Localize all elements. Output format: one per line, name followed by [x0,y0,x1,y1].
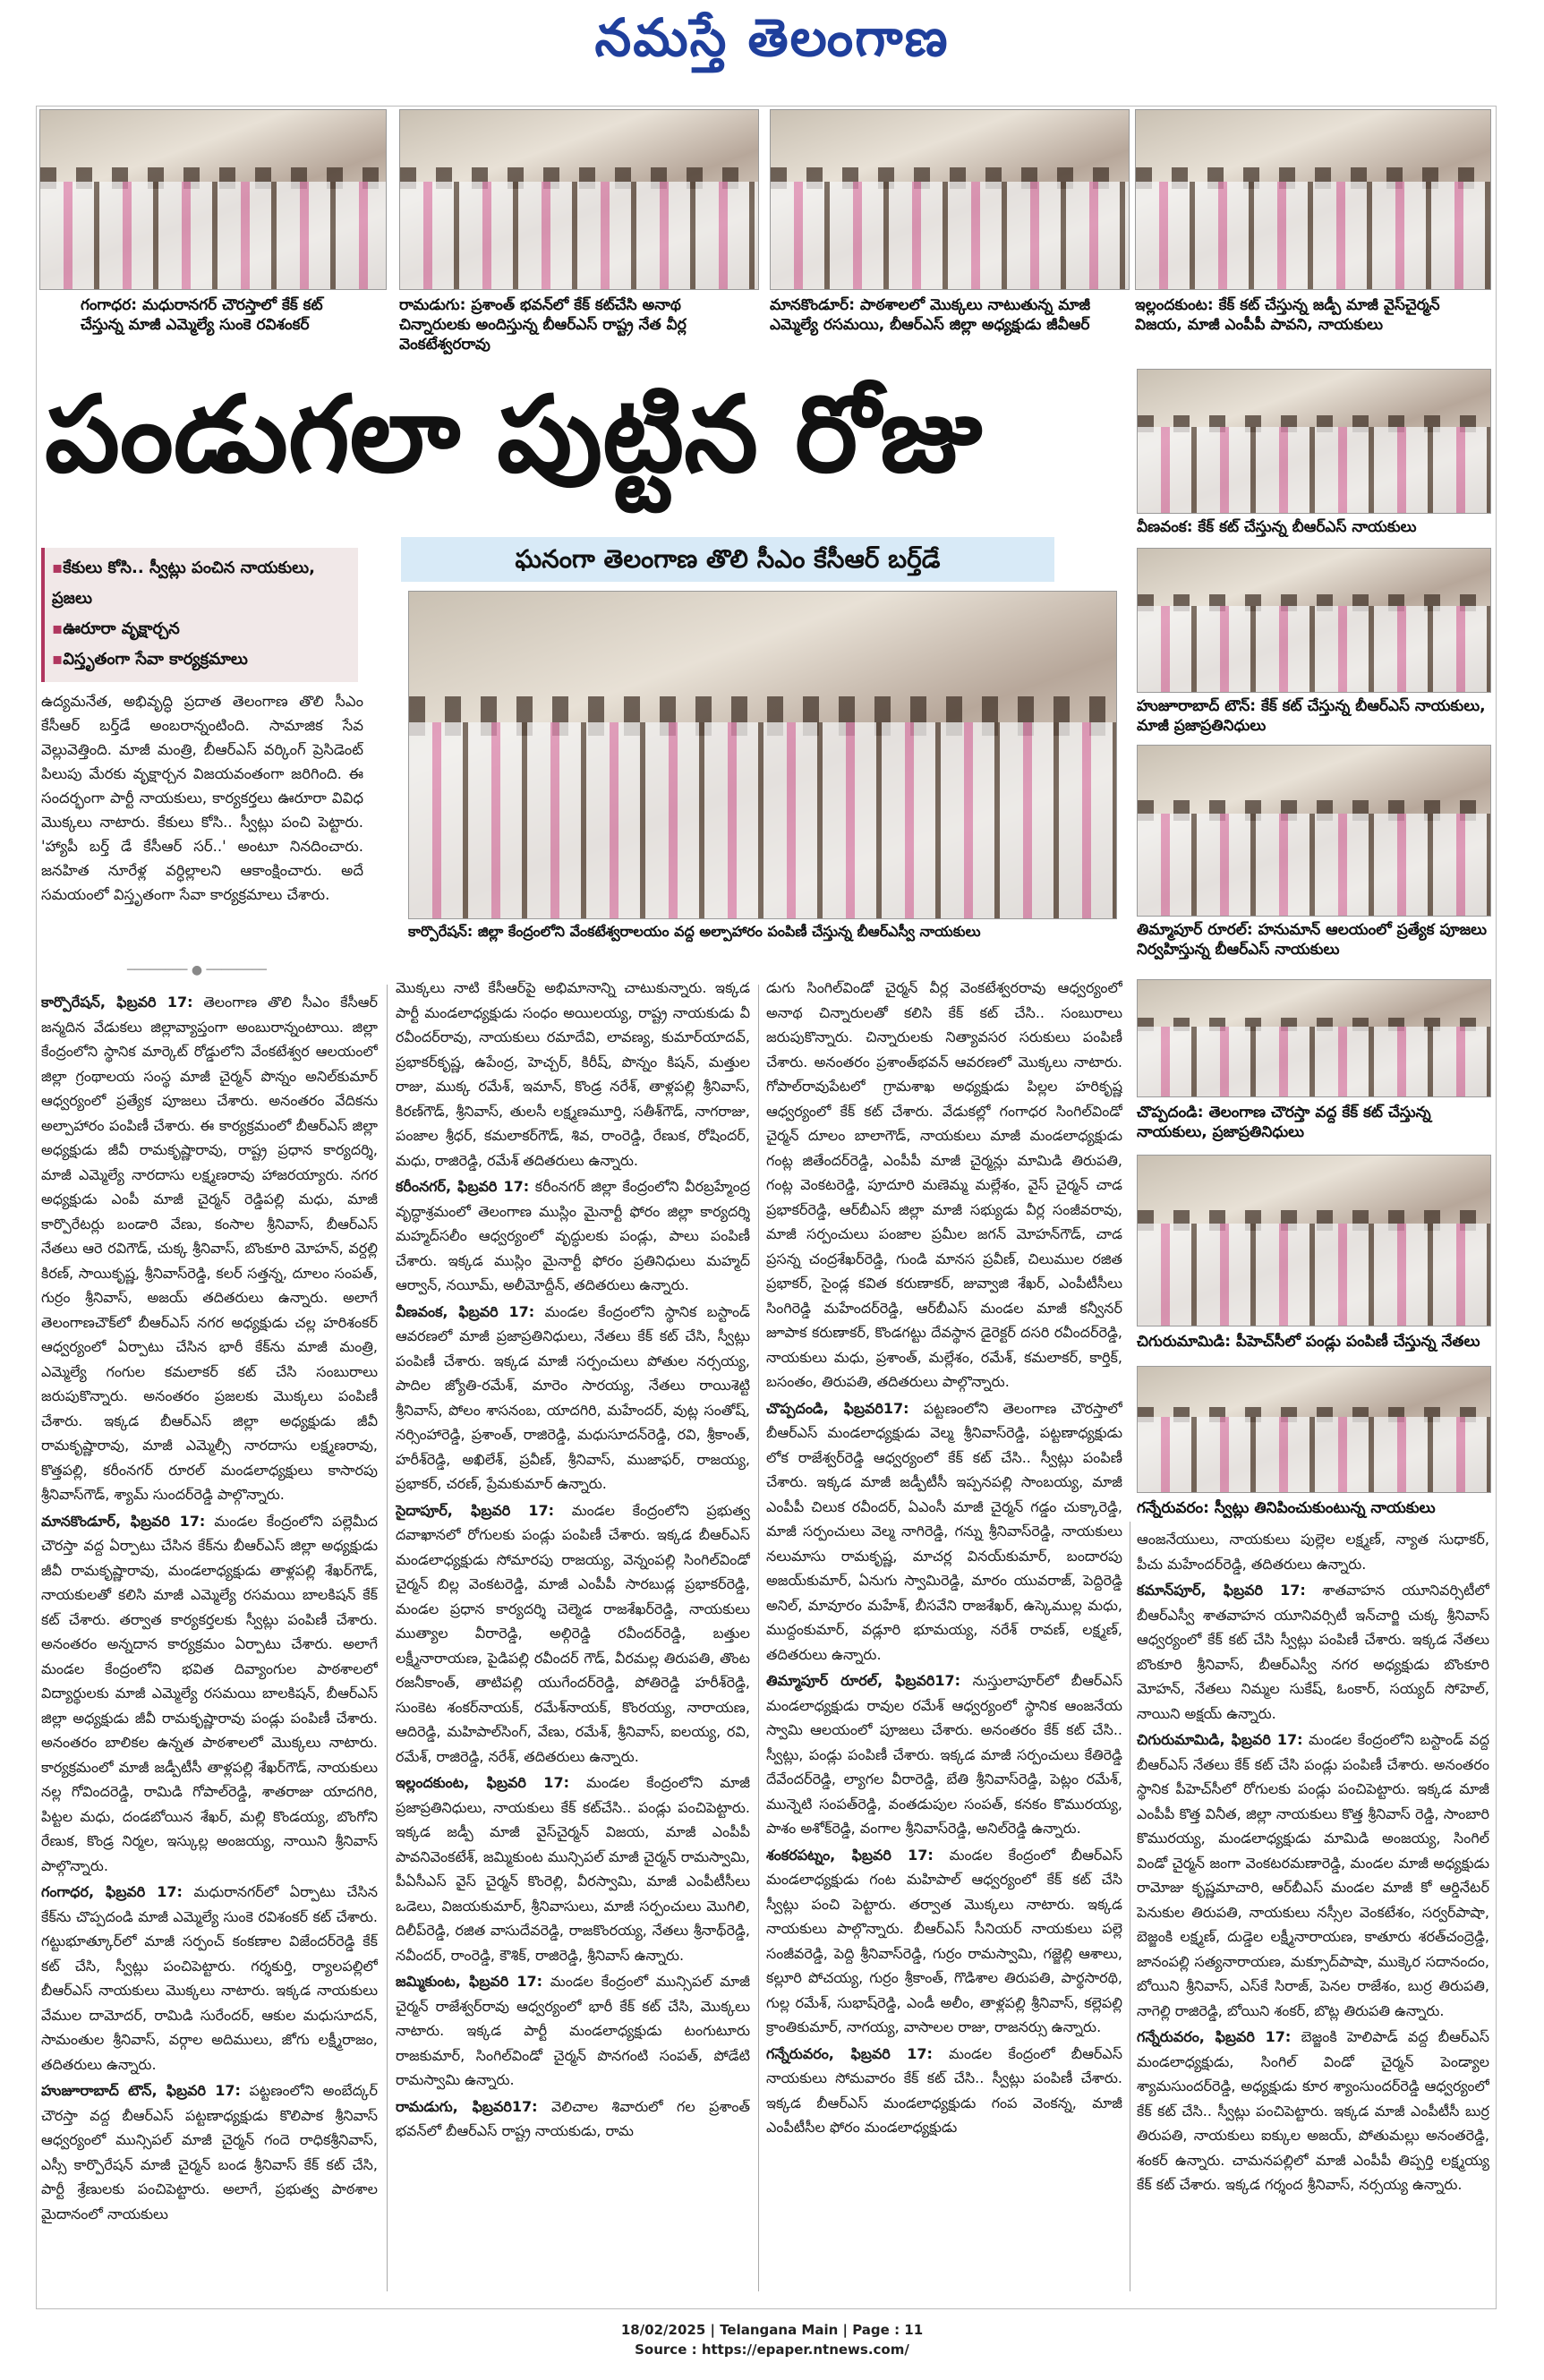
article-paragraph: గంగాధర, ఫిబ్రవరి 17: మధురానగర్‌లో ఏర్పాటు చేసిన కేక్‌ను చొప్పదండి మాజీ ఎమ్మెల్యే సుంకె రవిశంకర్ కట్ చేశారు. గట్టుభూత్కూర్‌లో మాజీ సర్పంచ్ కంకణాల విజేందర్‌రెడ్డి కేక్ కట్ చేసి, స్వీట్లు పంచిపెట్టారు. గర్శకుర్తి, ర్యాలపల్లిలో బీఆర్‌ఎస్ నాయకులు మొక్కలు నాటారు. ఇక్కడ నాయకులు వేముల దామోదర్, రామిడి సురేందర్, ఆకుల మధుసూదన్, సామంతుల శ్రీనివాస్, వర్గాల అదిములు, జోగు లక్ష్మీరాజం, తదితరులు ఉన్నారు. [41,1883,378,2073]
article-paragraph: చిగురుమామిడి, ఫిబ్రవరి 17: మండల కేంద్రంలోని బస్టాండ్ వద్ద బీఆర్‌ఎస్ నేతలు కేక్ కట్ చేసి పండ్లు పంపిణీ చేశారు. అనంతరం స్థానిక పీహెచ్‌సీలో రోగులకు పండ్లు పంచిపెట్టారు. ఇక్కడ మాజీ ఎంపీపీ కొత్త వినీత, జిల్లా నాయకులు కొత్త శ్రీనివాస్ రెడ్డి, సాంబారి కొమురయ్య, మండలాధ్యక్షుడు మామిడి అంజయ్య, సింగిల్ విండో చైర్మన్ జంగా వెంకటరమణారెడ్డి, మండల మాజీ అధ్యక్షుడు రామోజు కృష్ణమాచారి, ఆర్‌బీఎస్ మండల మాజీ కో ఆర్డినేటర్ పెనుకుల తిరుపతి, నాయకులు నస్సీల వెంకటేశం, సర్వర్‌పాషా, బెజ్జంకి లక్ష్మణ్, దుడ్డెల లక్ష్మీనారాయణ, కాతూరు శరత్‌చంద్రెడ్డి, జానంపల్లి సత్యనారాయణ, మక్సూద్‌పాషా, ముక్కెర సదానందం, బోయిని శ్రీనివాస్, ఎస్‌కే సిరాజ్, పెనల రాజేశం, బుర్ర తిరుపతి, నాగెల్లి రాజిరెడ్డి, బోయిని శంకర్, బొట్ల తిరుపతి ఉన్నారు. [1137,1731,1489,2019]
side-photo-5 [1137,1155,1491,1326]
column-rule [387,985,388,2291]
top-photo-2-caption: రామడుగు: ప్రశాంత్ భవన్‌లో కేక్ కట్‌చేసి అనాథ చిన్నారులకు అందిస్తున్న బీఆర్‌ఎస్ రాష్ట్ర నేత వీర్ల వెంకటేశ్వరరావు [399,296,687,354]
article-paragraph: హుజూరాబాద్ టౌన్, ఫిబ్రవరి 17: పట్టణంలోని అంబేద్కర్ చౌరస్తా వద్ద బీఆర్‌ఎస్ పట్టణాధ్యక్షుడు కొలిపాక శ్రీనివాస్ ఆధ్వర్యంలో మున్సిపల్ మాజీ చైర్మన్ గందె రాధికశ్రీనివాస్, ఎస్సీ కార్పొరేషన్ మాజీ చైర్మన్ బండ శ్రీనివాస్ కేక్ కట్ చేసి, పార్టీ శ్రేణులకు పంచిపెట్టారు. అలాగే, ప్రభుత్వ పాఠశాల మైదానంలో నాయకులు [41,2082,378,2222]
highlights-box [41,548,358,682]
highlight-item: ▪ ఊరూరా వృక్షార్చన [52,614,351,644]
masthead [0,0,1544,98]
main-photo [408,591,1117,919]
top-photo-2 [399,109,759,290]
top-photo-3 [770,109,1130,290]
side-photo-6 [1137,1366,1491,1493]
top-photo-3-caption: మానకొండూర్: పాఠశాలలో మొక్కలు నాటుతున్న మాజీ ఎమ్మెల్యే రసమయి, బీఆర్‌ఎస్ జిల్లా అధ్యక్షుడు జీవీఆర్ [770,296,1091,334]
article-paragraph: ఇల్లందకుంట, ఫిబ్రవరి 17: మండల కేంద్రంలోని మాజీ ప్రజాప్రతినిధులు, నాయకులు కేక్ కట్‌చేసి.. పండ్లు పంచిపెట్టారు. ఇక్కడ జడ్పీ మాజీ వైస్‌చైర్మన్ విజయ, మాజీ ఎంపీపీ పావనివెంకటేశ్, జమ్మికుంట మున్సిపల్ మాజీ చైర్మన్ రామస్వామి, పీఏసీఎస్ వైస్ చైర్మన్ కొంరెల్లి, వీరస్వామి, మాజీ ఎంపీటీసీలు ఒడెలు, విజయకుమార్, శ్రీనివాసులు, మాజీ సర్పంచులు మొగిలి, దిలీప్‌రెడ్డి, రజిత వాసుదేవరెడ్డి, రాజకొంరయ్య, నేతలు శ్రీనాథ్‌రెడ్డి, నవీందర్, రాంరెడ్డి, కౌశిక్, రాజిరెడ్డి, శ్రీనివాస్ ఉన్నారు. [396,1774,750,1964]
article-paragraph: కరీంనగర్, ఫిబ్రవరి 17: కరీంనగర్ జిల్లా కేంద్రంలోని వీరబ్రహ్మేంద్ర వృద్ధాశ్రమంలో తెలంగాణ ముస్లిం మైనార్టీ ఫోరం జిల్లా కార్యదర్శి మహ్మద్‌సలీం ఆధ్వర్యంలో వృద్ధులకు పండ్లు, పాలు పంపిణీ చేశారు. ఇక్కడ ముస్లిం మైనార్టీ ఫోరం ప్రతినిధులు మహ్మద్ ఆర్వాన్, నయీమ్, అలీమోద్దీన్, తదితరులు ఉన్నారు. [396,1178,750,1293]
article-paragraph: గన్నేరువరం, ఫిబ్రవరి 17: మండల కేంద్రంలో బీఆర్‌ఎస్ నాయకులు సోమవారం కేక్ కట్ చేసి.. స్వీట్లు పంపిణీ చేశారు. ఇక్కడ బీఆర్‌ఎస్ మండలాధ్యక్షుడు గంప వెంకన్న, మాజీ ఎంపీటీసీల ఫోరం మండలాధ్యక్షుడు [766,2044,1122,2136]
article-paragraph: కమాన్‌పూర్, ఫిబ్రవరి 17: శాతవాహన యూనివర్సిటీలో బీఆర్‌ఎస్వీ శాతవాహన యూనివర్సిటీ ఇన్‌చార్జి చుక్క శ్రీనివాస్ ఆధ్వర్యంలో కేక్ కట్ చేసి స్వీట్లు పంపిణీ చేశారు. ఇక్కడ నేతలు బొంకూరి శ్రీనివాస్, బీఆర్‌ఎస్వీ నగర అధ్యక్షుడు బొంకూరి మోహన్, నేతలు నిమ్మల సుకేష్, ఓంకార్, సయ్యద్ సోహెల్, నాయిని అక్షయ్ ఉన్నారు. [1137,1582,1489,1722]
top-photo-4 [1135,109,1491,290]
side-photo-4-caption: చొప్పదండి: తెలంగాణ చౌరస్తా వద్ద కేక్ కట్ చేస్తున్న నాయకులు, ప్రజాప్రతినిధులు [1137,1104,1431,1141]
side-photo-1-caption: వీణవంక: కేక్ కట్ చేస్తున్న బీఆర్‌ఎస్ నాయకులు [1137,518,1417,536]
side-photo-3 [1137,745,1491,917]
article-paragraph: శంకరపట్నం, ఫిబ్రవరి 17: మండల కేంద్రంలో బీఆర్‌ఎస్ మండలాధ్యక్షుడు గంట మహిపాల్ ఆధ్వర్యంలో కేక్ కట్ చేసి స్వీట్లు పంచి పెట్టారు. తర్వాత మొక్కలు నాటారు. ఇక్కడ నాయకులు పాల్గొన్నారు. బీఆర్‌ఎస్ సీనియర్ నాయకులు పల్లె సంజీవరెడ్డి, పెద్ది శ్రీనివాస్‌రెడ్డి, గుర్రం రామస్వామి, గజ్జెల్లి ఆశాలు, కల్లూరి పోచయ్య, గుర్రం శ్రీకాంత్, గొడిశాల తిరుపతి, పార్థసారథి, గుల్ల రమేశ్, సుభాష్‌రెడ్డి, ఎండీ అలీం, తాళ్లపల్లి శ్రీనివాస్, కల్లెపల్లి క్రాంతికుమార్, నాగయ్య, వాసాలల రాజు, రాజనర్సు ఉన్నారు. [766,1846,1122,2035]
article-paragraph: జమ్మికుంట, ఫిబ్రవరి 17: మండల కేంద్రంలో మున్సిపల్ మాజీ చైర్మన్ రాజేశ్వర్‌రావు ఆధ్వర్యంలో భారీ కేక్ కట్ చేసి, మొక్కలు నాటారు. ఇక్కడ పార్టీ మండలాధ్యక్షుడు టంగుటూరు రాజకుమార్, సింగిల్‌విండో చైర్మన్ పొనగంటి సంపత్, పోడేటి రామస్వామి ఉన్నారు. [396,1973,750,2088]
article-paragraph: రామడుగు, ఫిబ్రవరి17: వెలిచాల శివారులో గల ప్రశాంత్ భవన్‌లో బీఆర్‌ఎస్ రాష్ట్ర నాయకుడు, రామ [396,2097,750,2139]
side-photo-3-caption: తిమ్మాపూర్ రూరల్: హనుమాన్ ఆలయంలో ప్రత్యేక పూజలు నిర్వహిస్తున్న బీఆర్‌ఎస్ నాయకులు [1137,921,1488,959]
side-photo-4 [1137,979,1491,1097]
side-photo-5-caption: చిగురుమామిడి: పీహెచ్‌సీలో పండ్లు పంపిణీ చేస్తున్న నేతలు [1137,1333,1480,1351]
article-paragraph: మొక్కలు నాటి కేసీఆర్‌పై అభిమానాన్ని చాటుకున్నారు. ఇక్కడ పార్టీ మండలాధ్యక్షుడు సంధం అయిలయ్య, రాష్ట్ర నాయకుడు వీ రవీందర్‌రావు, నాయకులు రమాదేవి, లావణ్య, కుమార్‌యాదవ్, ప్రభాకర్‌కృష్ణ, ఉపేంద్ర, హెచ్చర్, కిరీష్, పొన్నం కిషన్, మత్తుల రాజు, ముక్క రమేశ్, ఇమాన్, కొండ్ర నరేశ్, తాళ్లపల్లి శ్రీనివాస్, కిరణ్‌గౌడ్, శ్రీనివాస్, తులసీ లక్ష్మణమూర్తి, సతీశ్‌గౌడ్, నాగరాజు, పంజాల శ్రీధర్, కమలాకర్‌గౌడ్, శివ, రాంరెడ్డి, రేణుక, రోషిందర్, మధు, రాజిరెడ్డి, రమేశ్ తదితరులు ఉన్నారు. [396,979,750,1169]
page-footer [0,2320,1544,2359]
article-column-3 [766,976,1122,2297]
article-paragraph: మానకొండూర్, ఫిబ్రవరి 17: మండల కేంద్రంలోని పల్లెమీద చౌరస్తా వద్ద ఏర్పాటు చేసిన కేక్‌ను బీఆర్‌ఎస్ జిల్లా అధ్యక్షుడు జీవీ రామకృష్ణారావు, మండలాధ్యక్షుడు తాళ్లపల్లి శేఖర్‌గౌడ్, నాయకులతో కలిసి మాజీ ఎమ్మెల్యే రసమయి బాలకిషన్ కేక్ కట్ చేశారు. తర్వాత కార్యకర్తలకు స్వీట్లు పంపిణీ చేశారు. అనంతరం అన్నదాన కార్యక్రమం ఏర్పాటు చేశారు. అలాగే మండల కేంద్రంలోని భవిత దివ్యాంగుల పాఠశాలలో విద్యార్థులకు మాజీ ఎమ్మెల్యే రసమయి బాలకిషన్, బీఆర్‌ఎస్ జిల్లా అధ్యక్షుడు జీవీ రామకృష్ణారావు పండ్లు పంపిణీ చేశారు. అనంతరం బాలికల ఉన్నత పాఠశాలలో మొక్కలు నాటారు. కార్యక్రమంలో మాజీ జడ్పీటీసీ తాళ్లపల్లి శేఖర్‌గౌడ్, నాయకులు నల్ల గోవిందరెడ్డి, రామిడి గోపాల్‌రెడ్డి, శాతరాజు యాదగిరి, పిట్టల మధు, దండబోయిన శేఖర్, మల్లి కొండయ్య, బొంగోని రేణుక, కొండ్ర నిర్మల, ఇస్కుల్ల అంజయ్య, నాయిని శ్రీనివాస్ పాల్గొన్నారు. [41,1512,378,1874]
article-column-1 [41,990,378,2297]
intro-paragraph: ఉద్యమనేత, అభివృద్ధి ప్రదాత తెలంగాణ తొలి సీఎం కేసీఆర్ బర్త్‌డే అంబరాన్నంటింది. సామాజిక సేవ వెల్లువెత్తింది. మాజీ మంత్రి, బీఆర్‌ఎస్ వర్కింగ్ ప్రెసిడెంట్ పిలుపు మేరకు వృక్షార్చన విజయవంతంగా జరిగింది. ఈ సందర్భంగా పార్టీ నాయకులు, కార్యకర్తలు ఊరూరా వివిధ మొక్కలు నాటారు. కేకులు కోసి.. స్వీట్లు పంచి పెట్టారు. 'హ్యాపీ బర్త్ డే కేసీఆర్ సర్..' అంటూ నినదించారు. జనహిత నూరేళ్ల వర్ధిల్లాలని ఆకాంక్షించారు. అదే సమయంలో విస్తృతంగా సేవా కార్యక్రమాలు చేశారు. [41,693,363,903]
main-photo-caption: కార్పొరేషన్: జిల్లా కేంద్రంలోని వేంకటేశ్వరాలయం వద్ద అల్పాహారం పంపిణీ చేస్తున్న బీఆర్‌ఎస్వీ నాయకులు [408,923,981,940]
highlight-item: ▪ కేకులు కోసి.. స్వీట్లు పంచిన నాయకులు, ప్రజలు [52,553,351,614]
top-photo-1-caption: గంగాధర: మధురానగర్ చౌరస్తాలో కేక్ కట్ చేస్తున్న మాజీ ఎమ్మెల్యే సుంకె రవిశంకర్ [81,296,323,334]
article-column-4 [1137,1527,1489,2297]
footer-page-info: 18/02/2025 | Telangana Main | Page : 11 [620,2322,924,2338]
article-column-2 [396,976,750,2297]
masthead-title: నమస్తే తెలంగాణ [594,7,950,68]
article-paragraph: వీణవంక, ఫిబ్రవరి 17: మండల కేంద్రంలోని స్థానిక బస్టాండ్ ఆవరణలో మాజీ ప్రజాప్రతినిధులు, నేతలు కేక్ కట్ చేసి, స్వీట్లు పంపిణీ చేశారు. ఇక్కడ మాజీ సర్పంచులు పోతుల నర్సయ్య, పాదిల జ్యోతి-రమేశ్, మారెం సారయ్య, నేతలు రాయిశెట్టి శ్రీనివాస్, పోలం శాసనంబ, యాదగిరి, మహేందర్, వుట్ల సంతోష్, నర్సింహారెడ్డి, ప్రశాంత్, రాజిరెడ్డి, మధుసూదన్‌రెడ్డి, రవి, శ్రీకాంత్, హరీశ్‌రెడ్డి, అఖిలేశ్, ప్రవీణ్, శ్రీనివాస్, ముజాఫర్, రాజయ్య, ప్రభాకర్, చరణ్, ప్రేమకుమార్ ఉన్నారు. [396,1302,750,1492]
column-rule [758,985,759,2291]
highlight-item: ▪ విస్తృతంగా సేవా కార్యక్రమాలు [52,644,351,675]
subheadline: ఘనంగా తెలంగాణ తొలి సీఎం కేసీఆర్ బర్త్‌డే [401,537,1054,582]
footer-source-link[interactable]: Source : https://epaper.ntnews.com/ [635,2342,909,2358]
article-paragraph: సైదాపూర్, ఫిబ్రవరి 17: మండల కేంద్రంలోని ప్రభుత్వ దవాఖానలో రోగులకు పండ్లు పంపిణీ చేశారు. ఇక్కడ బీఆర్‌ఎస్ మండలాధ్యక్షుడు సోమారపు రాజయ్య, వెన్నంపల్లి సింగిల్‌విండో చైర్మన్ బిల్ల వెంకటరెడ్డి, మాజీ ఎంపీపీ సారబుడ్ల ప్రభాకర్‌రెడ్డి, మండల ప్రధాన కార్యదర్శి చెల్మెడ రాజశేఖర్‌రెడ్డి, నాయకులు ముత్యాల వీరారెడ్డి, అల్గిరెడ్డి రవీందర్‌రెడ్డి, బత్తుల లక్ష్మీనారాయణ, పైడిపల్లి రవీందర్ గౌడ్, వీరమల్ల తిరుపతి, తొంట రజనీకాంత్, తాటిపల్లి యుగేందర్‌రెడ్డి, పోతిరెడ్డి హరీశ్‌రెడ్డి, సుంకెట శంకర్‌నాయక్, రమేశ్‌నాయక్, కొంరయ్య, నారాయణ, ఆదిరెడ్డి, మహిపాల్‌సింగ్, వేణు, రమేశ్, శ్రీనివాస్, ఐలయ్య, రవి, రమేశ్, రాజిరెడ్డి, నరేశ్, తదితరులు ఉన్నారు. [396,1501,750,1765]
article-paragraph: గన్నేరువరం, ఫిబ్రవరి 17: బెజ్జంకి హెలిపాడ్ వద్ద బీఆర్‌ఎస్ మండలాధ్యక్షుడు, సింగిల్ విండో చైర్మన్ పెండ్యాల శ్యామసుందర్‌రెడ్డి, అధ్యక్షుడు కూర శ్యాంసుందర్‌రెడ్డి ఆధ్వర్యంలో కేక్ కట్ చేసి.. స్వీట్లు పంచిపెట్టారు. ఇక్కడ మాజీ ఎంపీటీసీ బుర్ర తిరుపతి, నాయకులు ఐక్కుల అజయ్, పోతుమల్లు అనంతరెడ్డి, శంకర్ ఉన్నారు. చామనపల్లిలో మాజీ ఎంపీపీ తిప్పర్తి లక్ష్మయ్య కేక్ కట్ చేశారు. ఇక్కడ గర్శంద శ్రీనివాస్, నర్సయ్య ఉన్నారు. [1137,2028,1489,2193]
article-paragraph: తిమ్మాపూర్ రూరల్, ఫిబ్రవరి17: నుస్తులాపూర్‌లో బీఆర్‌ఎస్ మండలాధ్యక్షుడు రావుల రమేశ్ ఆధ్వర్యంలో స్థానిక ఆంజనేయ స్వామి ఆలయంలో పూజలు చేశారు. అనంతరం కేక్ కట్ చేసి.. స్వీట్లు, పండ్లు పంపిణీ చేశారు. ఇక్కడ మాజీ సర్పంచులు కేతిరెడ్డి దేవేందర్‌రెడ్డి, ల్యాగల వీరారెడ్డి, బేతి శ్రీనివాస్‌రెడ్డి, పెట్లం రమేశ్, మున్నెటి సంపత్‌రెడ్డి, వంతడుపుల సంపత్, కనకం కొమురయ్య, పాశం అశోక్‌రెడ్డి, వంగాల శ్రీనివాస్‌రెడ్డి, అనిల్‌రెడ్డి ఉన్నారు. [766,1672,1122,1837]
top-photo-4-caption: ఇల్లందకుంట: కేక్ కట్ చేస్తున్న జడ్పీ మాజీ వైస్‌చైర్మన్ విజయ, మాజీ ఎంపీపీ పావని, నాయకులు [1135,296,1440,334]
side-photo-6-caption: గన్నేరువరం: స్వీట్లు తినిపించుకుంటున్న నాయకులు [1137,1499,1436,1517]
article-paragraph: డుగు సింగిల్‌విండో చైర్మన్ వీర్ల వెంకటేశ్వరరావు ఆధ్వర్యంలో అనాథ చిన్నారులతో కలిసి కేక్ కట్ చేసి.. సంబురాలు జరుపుకొన్నారు. చిన్నారులకు నిత్యావసర సరుకులు పంపిణీ చేశారు. అనంతరం ప్రశాంత్‌భవన్ ఆవరణలో మొక్కలు నాటారు. గోపాల్‌రావుపేటలో గ్రామశాఖ అధ్యక్షుడు పిల్లల హరికృష్ణ ఆధ్వర్యంలో కేక్ కట్ చేశారు. వేడుకల్లో గంగాధర సింగిల్‌విండో చైర్మన్ దూలం బాలాగౌడ్, నాయకులు మాజీ మండలాధ్యక్షుడు గంట్ల జితేందర్‌రెడ్డి, ఎంపీపీ మాజీ చైర్మన్లు మామిడి తిరుపతి, గంట్ల వెంకటరెడ్డి, పూదూరి మణెమ్మ మల్లేశం, వైస్ చైర్మన్ చాడ ప్రభాకర్‌రెడ్డి, ఆర్‌బీఎస్ జిల్లా మాజీ సభ్యుడు వీర్ల సంజీవరావు, మాజీ సర్పంచులు పంజాల ప్రమీల జగన్ మోహన్‌గౌడ్, చాడ ప్రసన్న చంద్రశేఖర్‌రెడ్డి, గుండి మానస ప్రవీణ్, చిలుముల రజిత ప్రభాకర్, సైండ్ల కవిత కరుణాకర్, జువ్వాజి శేఖర్, ఎంపీటీసీలు సింగిరెడ్డి మహేందర్‌రెడ్డి, ఆర్‌బీఎస్ మండల మాజీ కన్వీనర్ జూపాక కరుణాకర్, కొండగట్టు దేవస్థాన డైరెక్టర్ దసరి రవీందర్‌రెడ్డి, నాయకులు మధు, ప్రశాంత్, మల్లేశం, రమేశ్, కమలాకర్, కార్తిక్, బసంతం, తిరుపతి, తదితరులు పాల్గొన్నారు. [766,979,1122,1390]
article-paragraph: చొప్పదండి, ఫిబ్రవరి17: పట్టణంలోని తెలంగాణ చౌరస్తాలో బీఆర్‌ఎస్ మండలాధ్యక్షుడు వెల్మ శ్రీనివాస్‌రెడ్డి, పట్టణాధ్యక్షుడు లోక రాజేశ్వర్‌రెడ్డి ఆధ్వర్యంలో కేక్ కట్ చేసి.. స్వీట్లు పంపిణీ చేశారు. ఇక్కడ మాజీ జడ్పీటీసీ ఇప్పనపల్లి సాంబయ్య, మాజీ ఎంపీపీ చిలుక రవీందర్, ఏఎంసీ మాజీ చైర్మన్ గడ్డం చుక్కారెడ్డి, మాజీ సర్పంచులు వెల్మ నాగిరెడ్డి, గన్ను శ్రీనివాస్‌రెడ్డి, నాయకులు నలుమాసు రామకృష్ణ, మాచర్ల వినయ్‌కుమార్, బందారపు అజయ్‌కుమార్, ఏనుగు స్వామిరెడ్డి, మారం యువరాజ్, పెద్దిరెడ్డి అనిల్, మావూరం మహేశ్, బీసవేని రాజశేఖర్, ఉస్కెముల్ల మధు, ముద్దంకుమార్, వడ్లూరి భూమయ్య, నరేశ్ రావణ్, లక్ష్మణ్, తదితరులు ఉన్నారు. [766,1399,1122,1663]
article-paragraph: కార్పొరేషన్, ఫిబ్రవరి 17: తెలంగాణ తొలి సీఎం కేసీఆర్ జన్మదిన వేడుకలు జిల్లావ్యాప్తంగా అంబురాన్నంటాయి. జిల్లా కేంద్రంలోని స్థానిక మార్కెట్ రోడ్డులోని వేంకటేశ్వర ఆలయంలో జిల్లా గ్రంథాలయ సంస్థ మాజీ చైర్మన్ పొన్నం అనిల్‌కుమార్ ఆధ్వర్యంలో ప్రత్యేక పూజలు చేశారు. అనంతరం వేదికను అల్పాహారం పంపిణీ చేశారు. ఈ కార్యక్రమంలో బీఆర్‌ఎస్ జిల్లా అధ్యక్షుడు జీవీ రామకృష్ణారావు, రాష్ట్ర ప్రధాన కార్యదర్శి, మాజీ ఎమ్మెల్యే నారదాసు లక్ష్మణరావు హాజరయ్యారు. నగర అధ్యక్షుడు ఎంపీ మాజీ చైర్మన్ రెడ్డిపల్లి మధు, మాజీ కార్పొరేటర్లు బండారి వేణు, కంసాల శ్రీనివాస్, బీఆర్‌ఎస్ నేతలు ఆరె రవిగౌడ్, చుక్క శ్రీనివాస్, బొంకూరి మోహన్, వర్దల్లి కిరణ్, సాయికృష్ణ, శ్రీనివాస్‌రెడ్డి, కలర్ సత్తన్న, దూలం సంపత్, గుర్రం శ్రీనివాస్, అజయ్ తదితరులు ఉన్నారు. అలాగే తెలంగాణచౌక్‌లో బీఆర్‌ఎస్ నగర అధ్యక్షుడు చల్ల హరిశంకర్ ఆధ్వర్యంలో ఏర్పాటు చేసిన భారీ కేక్‌ను మాజీ మంత్రి, ఎమ్మెల్యే గంగుల కమలాకర్ కట్ చేసి సంబురాలు జరుపుకొన్నారు. అనంతరం ప్రజలకు మొక్కలు పంపిణీ చేశారు. ఇక్కడ బీఆర్‌ఎస్ జిల్లా అధ్యక్షుడు జీవీ రామకృష్ణారావు, మాజీ ఎమ్మెల్సీ నారదాసు లక్ష్మణరావు, కొత్తపల్లి, కరీంనగర్ రూరల్ మండలాధ్యక్షులు కాసారపు శ్రీనివాస్‌గౌడ్, శ్యామ్ సుందర్‌రెడ్డి పాల్గొన్నారు. [41,994,378,1503]
intro-separator: ──────── ● ──────── [127,963,267,977]
top-photo-1 [39,109,387,290]
side-photo-1 [1137,369,1491,514]
side-photo-2 [1137,548,1491,693]
side-photo-2-caption: హుజూరాబాద్ టౌన్: కేక్ కట్ చేస్తున్న బీఆర్‌ఎస్ నాయకులు, మాజీ ప్రజాప్రతినిధులు [1137,697,1486,735]
headline: పండుగలా పుట్టిన రోజు [45,371,983,496]
article-paragraph: ఆంజనేయులు, నాయకులు పుల్లెల లక్ష్మణ్, న్యాత సుధాకర్, పీచు మహేందర్‌రెడ్డి, తదితరులు ఉన్నారు. [1137,1531,1489,1573]
